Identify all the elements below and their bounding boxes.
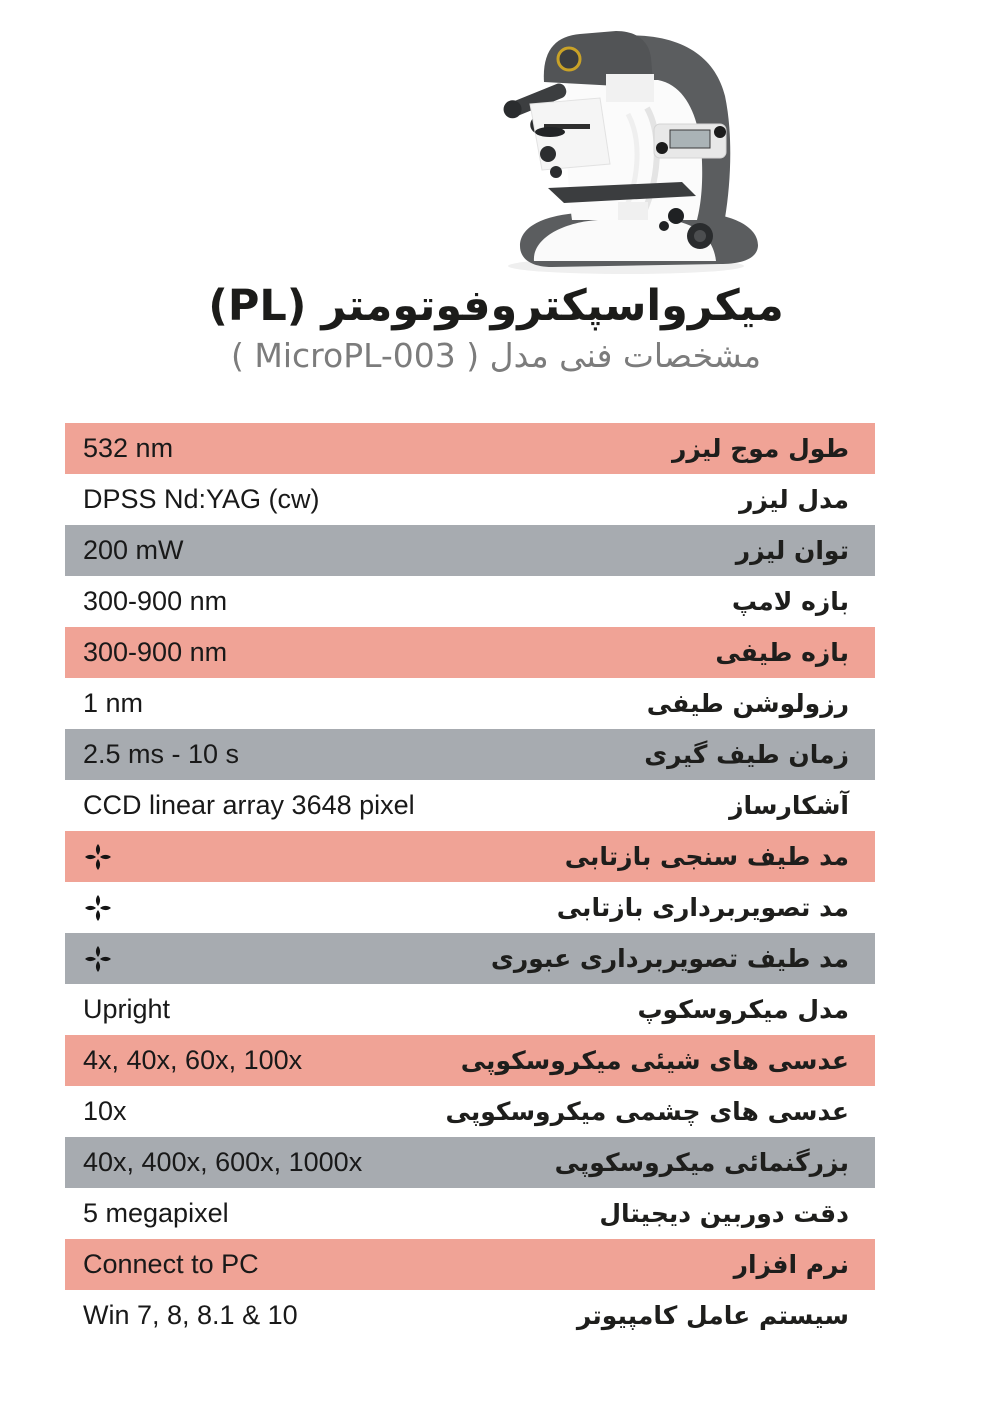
spec-row-operating-system [65,1290,875,1341]
spec-value: Upright [83,994,171,1024]
spec-value: Win 7, 8, 8.1 & 10 [83,1300,298,1330]
spec-label: بزرگنمائی میکروسکوپی [554,1148,849,1177]
spec-row-laser-model [65,474,875,525]
spec-row-spectral-resolution [65,678,875,729]
four-petal-check-icon [83,944,113,974]
page-title: میکرواسپکتروفوتومتر (PL) [208,281,784,331]
spec-row-reflective-spectroscopy-mode [65,831,875,882]
spec-value: 2.5 ms - 10 s [83,739,240,769]
four-petal-check-icon [83,842,113,872]
spec-label: رزولوشن طیفی [646,689,849,718]
spec-value: 10x [83,1096,127,1126]
spec-label: طول موج لیزر [671,434,849,463]
spec-row-lamp-range [65,576,875,627]
spec-value [83,944,113,974]
spec-label: مدل میکروسکوپ [637,995,849,1024]
spec-row-objective-lenses [65,1035,875,1086]
spec-value [83,893,113,923]
spec-value: DPSS Nd:YAG (cw) [83,484,320,514]
spec-row-reflective-imaging-mode [65,882,875,933]
spec-row-laser-power [65,525,875,576]
spec-label: عدسی های چشمی میکروسکوپی [445,1097,849,1126]
spec-row-acquisition-time [65,729,875,780]
spec-label: بازه طیفی [715,638,849,667]
page-subtitle: مشخصات فنی مدل ( MicroPL-003 ) [231,336,761,375]
spec-label: زمان طیف گیری [644,740,849,769]
spec-row-microscope-model [65,984,875,1035]
spec-value: 40x, 400x, 600x, 1000x [83,1147,363,1177]
four-petal-check-icon [83,893,113,923]
spec-value: CCD linear array 3648 pixel [83,790,415,820]
spec-label: بازه لامپ [731,587,849,616]
brand-logo-ring [558,48,580,70]
spec-label: مد تصویربرداری بازتابی [556,893,849,922]
spec-label: مدل لیزر [739,485,849,514]
spec-row-software [65,1239,875,1290]
spec-value: 532 nm [83,433,174,463]
spec-row-detector [65,780,875,831]
spec-label: مد طیف سنجی بازتابی [564,842,849,871]
microscope-product-image [468,12,770,278]
spec-value: 300-900 nm [83,637,228,667]
spec-label: عدسی های شیئی میکروسکوپی [460,1046,849,1075]
spec-value: 4x, 40x, 60x, 100x [83,1045,303,1075]
spec-label: سیستم عامل کامپیوتر [576,1301,849,1330]
spec-row-camera-resolution [65,1188,875,1239]
spec-value: 200 mW [83,535,184,565]
upright-microscope-illustration [468,12,770,278]
spec-row-magnification [65,1137,875,1188]
spec-label: آشکارساز [729,791,849,820]
spec-row-spectral-range [65,627,875,678]
spec-table [65,423,875,1341]
spec-row-transmission-imaging-mode [65,933,875,984]
spec-row-laser-wavelength [65,423,875,474]
spec-value: 5 megapixel [83,1198,229,1228]
spec-label: دقت دوربین دیجیتال [599,1199,849,1228]
spec-value: 300-900 nm [83,586,228,616]
spec-label: مد طیف تصویربرداری عبوری [490,944,849,973]
spec-value: Connect to PC [83,1249,259,1279]
spec-label: نرم افزار [733,1250,849,1279]
spec-label: توان لیزر [735,536,849,565]
spec-value: 1 nm [83,688,144,718]
spec-row-eyepiece-lenses [65,1086,875,1137]
spec-value [83,842,113,872]
